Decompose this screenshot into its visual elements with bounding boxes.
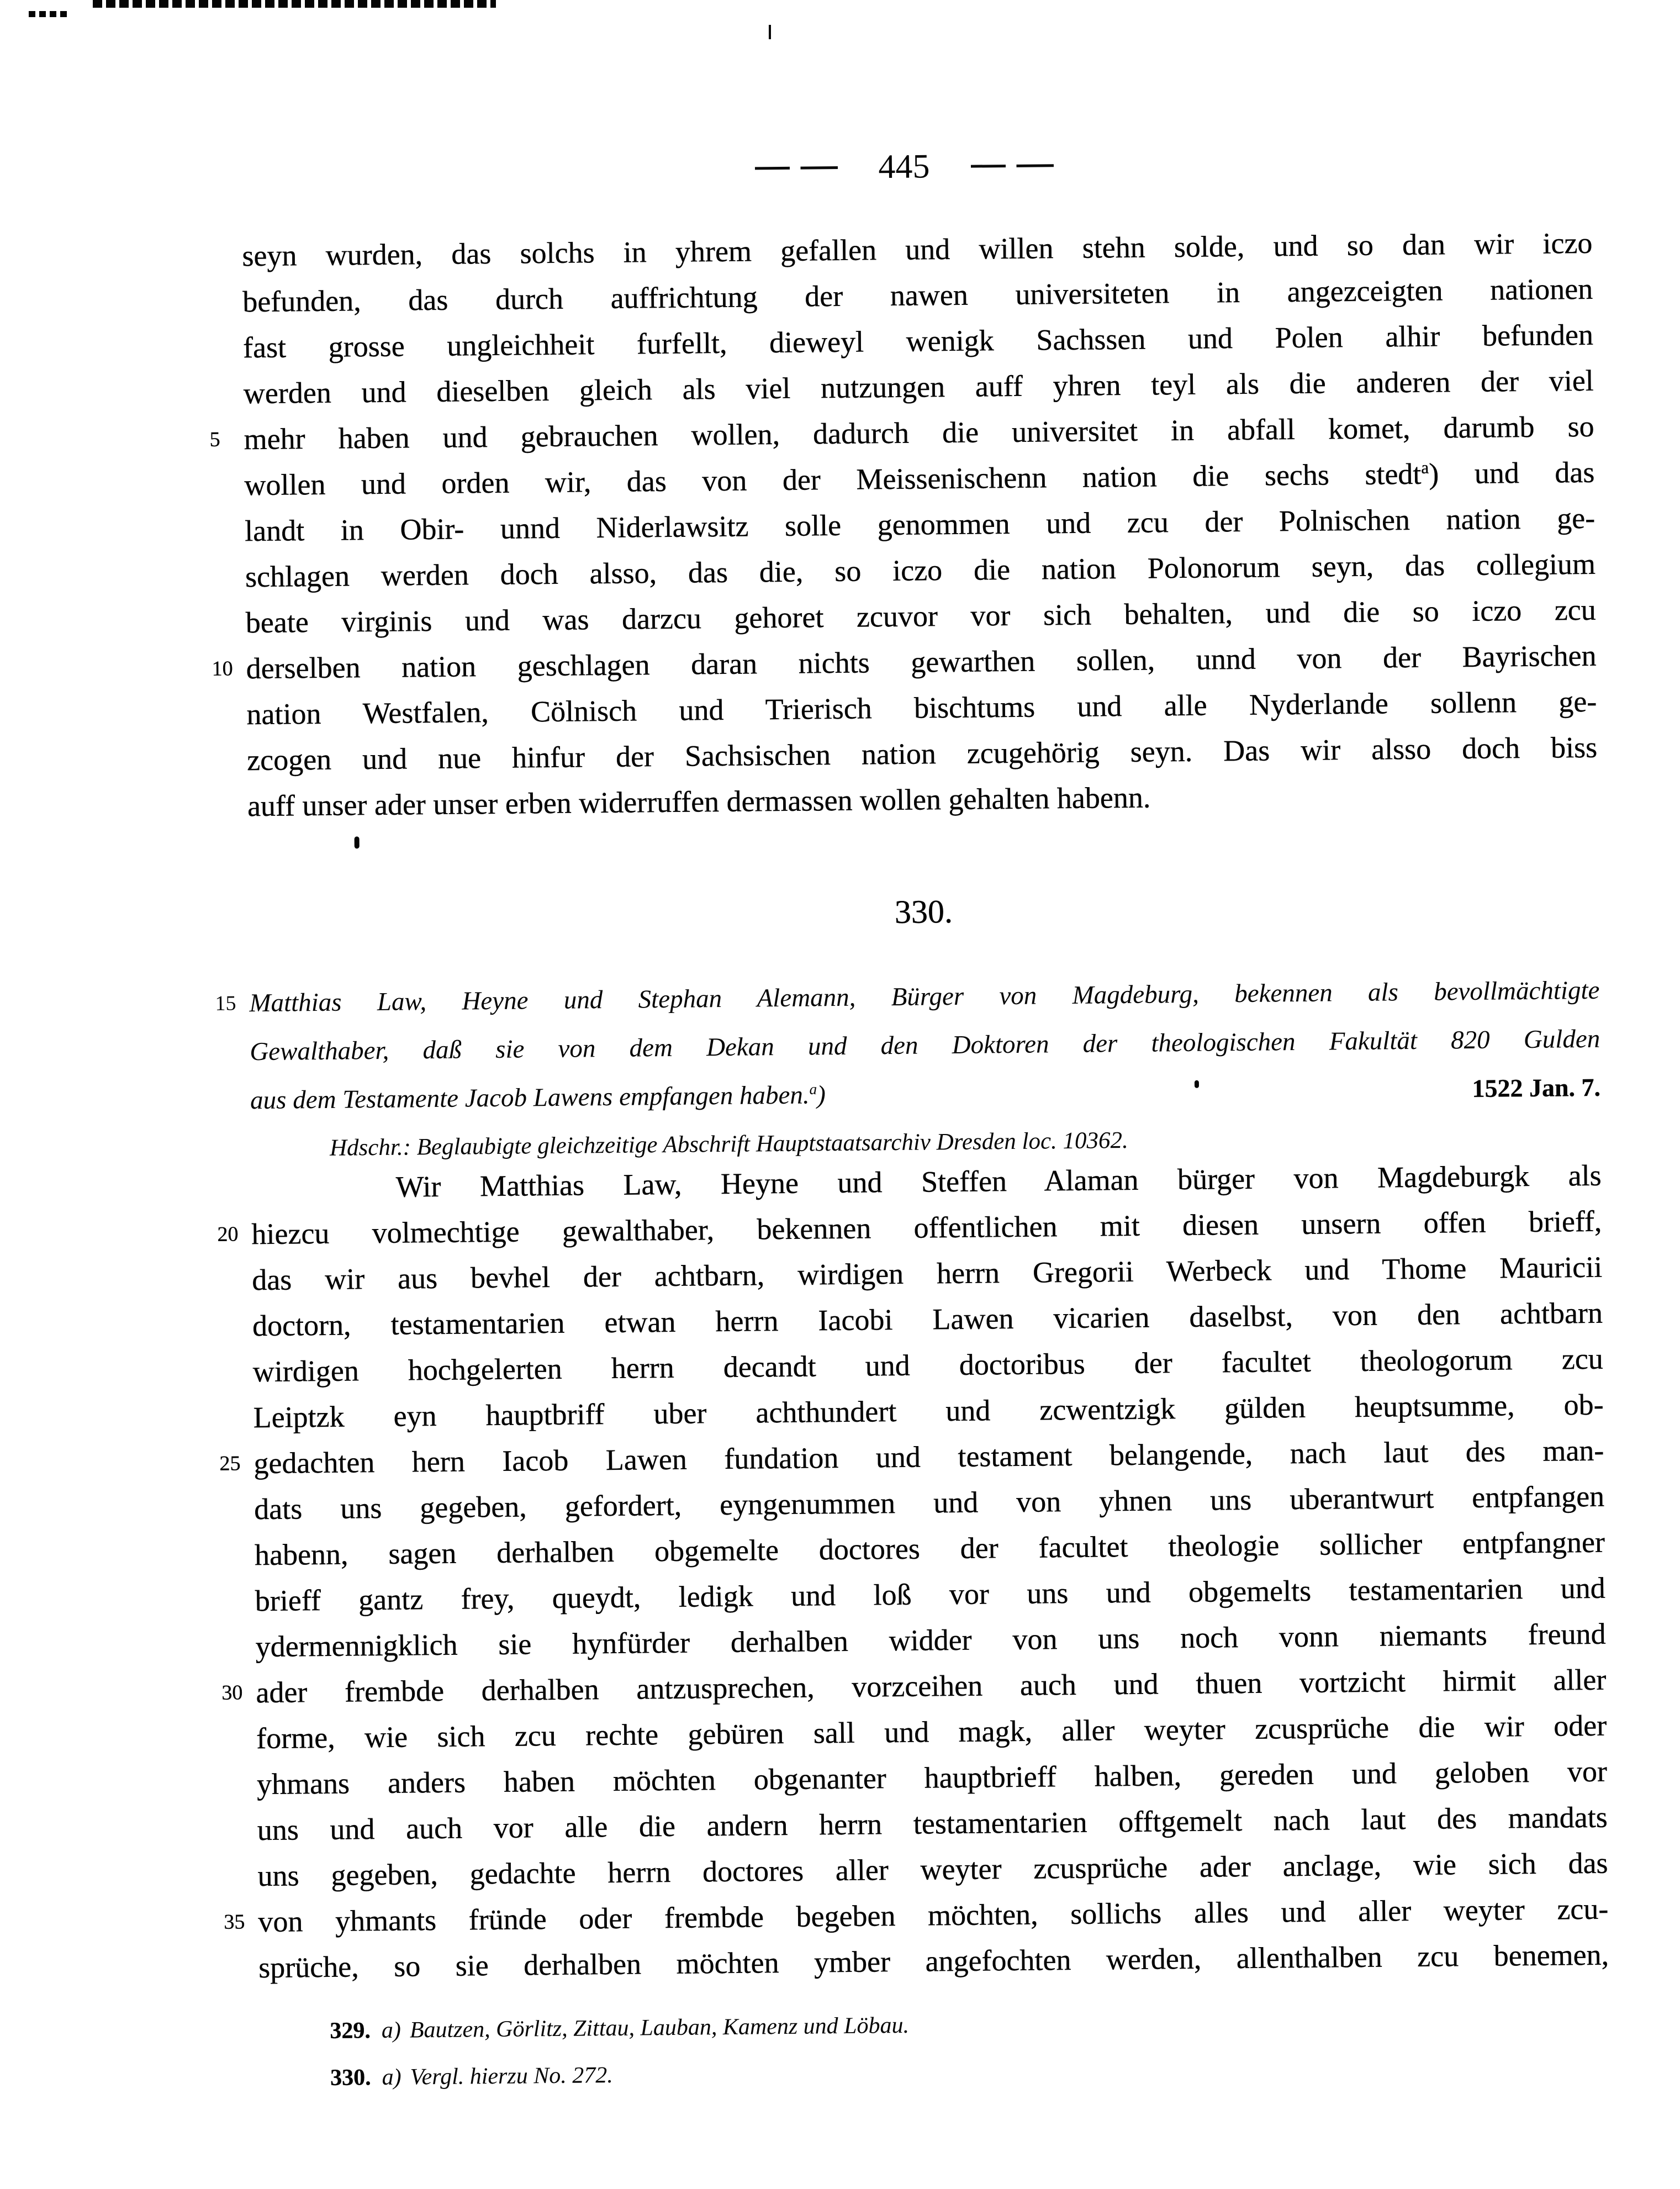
scan-speck xyxy=(355,836,360,848)
line-text: forme, wie sich zcu rechte gebüren sall und magk, aller weyter zcusprüche die wir oder xyxy=(256,1708,1607,1755)
footnote-marker: a xyxy=(1421,457,1429,477)
footnote-329a xyxy=(330,2010,909,2047)
footnote-marker: a) xyxy=(381,2017,401,2044)
margin-line-number: 15 xyxy=(215,991,236,1015)
line-text: befunden, das durch auffrichtung der nawen universiteten in angezceigten nationen xyxy=(242,272,1593,319)
line-text: derselben nation geschlagen daran nichts gewarthen sollen, unnd von der Bayrischen xyxy=(246,639,1597,685)
line-text: landt in Obir- unnd Niderlawsitz solle genommen und zcu der Polnischen nation ge- xyxy=(244,501,1596,548)
document-330-text xyxy=(217,1153,1609,1991)
line-text: schlagen werden doch alsso, das die, so iczo die nation Polonorum seyn, das collegium xyxy=(245,547,1596,594)
line-text: mehr haben und gebrauchen wollen, dadurch die universitet in abfall komet, darumb so xyxy=(244,409,1594,456)
margin-line-number: 10 xyxy=(212,657,233,681)
entry-number-heading: 330. xyxy=(894,893,953,931)
line-text: doctorn, testamentarien etwan herrn Iacobi Lawen vicarien daselbst, von den achtbarn xyxy=(252,1296,1603,1343)
page-number: 445 xyxy=(878,147,930,186)
line-text: Leiptzk eyn hauptbriff uber achthundert und zcwentzigk gülden heuptsumme, ob- xyxy=(253,1388,1604,1434)
line-text: fast grosse ungleichheit furfellt, dieweyl wenigk Sachssen und Polen alhir befunden xyxy=(242,318,1594,365)
line-text: wirdigen hochgelerten herrn decandt und doctoribus der facultet theologorum zcu xyxy=(252,1342,1604,1389)
regest-end-text: aus dem Testamente Jacob Lawens empfangen haben. xyxy=(250,1080,810,1115)
footnote-number: 329. xyxy=(330,2018,371,2044)
margin-line-number: 5 xyxy=(209,428,220,451)
regest-end-paren: ) xyxy=(817,1080,826,1110)
footnote-text: Vergl. hierzu No. 272. xyxy=(410,2063,613,2090)
line-text: zcogen und nue hinfur der Sachsischen nation zcugehörig seyn. Das wir alsso doch biss xyxy=(246,730,1598,777)
line-text: seyn wurden, das solchs in yhrem gefallen und willen stehn solde, und so dan wir iczo xyxy=(242,226,1593,273)
margin-line-number: 25 xyxy=(219,1452,241,1475)
margin-line-number: 35 xyxy=(224,1910,245,1934)
line-text: uns gegeben, gedachte herrn doctores aller weyter zcusprüche ader anclage, wie sich das xyxy=(257,1846,1608,1893)
entry-date: 1522 Jan. 7. xyxy=(1472,1073,1601,1103)
footnotes-block xyxy=(330,2010,910,2094)
footnote-marker: a xyxy=(809,1080,817,1098)
page-header xyxy=(230,140,1578,193)
footnote-330a xyxy=(330,2057,910,2094)
line-text: dats uns gegeben, gefordert, eyngenummen und von yhnen uns uberantwurt entpfangen xyxy=(253,1479,1605,1526)
line-text: hiezcu volmechtige gewalthaber, bekennen offentlichen mit diesen unsern offen brieff, xyxy=(251,1204,1602,1251)
line-text: Gewalthaber, daß sie von dem Dekan und den Doktoren der theologischen Fakultät 820 Gulden xyxy=(250,1024,1600,1067)
header-rule-left-icon xyxy=(754,166,837,169)
line-text: ydermennigklich sie hynfürder derhalben widder von uns noch vonn niemants freund xyxy=(255,1617,1606,1664)
line-text: ader frembde derhalben antzusprechen, vorzceihen auch und thuen vortzicht hirmit aller xyxy=(256,1663,1607,1710)
line-text: von yhmants fründe oder frembde begeben möchten, sollichs alles und aller weyter zcu- xyxy=(258,1892,1609,1939)
line-text: gedachten hern Iacob Lawen fundation und testament belangende, nach laut des man- xyxy=(253,1433,1604,1480)
line-text: Matthias Law, Heyne und Stephan Alemann, Bürger von Magdeburg, bekennen als bevollmächtigte xyxy=(249,975,1600,1018)
margin-line-number: 30 xyxy=(221,1681,243,1705)
line-text: auff unser ader unser erben widerruffen dermassen wollen gehalten habenn. xyxy=(247,780,1151,823)
line-text: nation Westfalen, Cölnisch und Trierisch bischtums und alle Nyderlande sollenn ge- xyxy=(246,684,1597,731)
line-text: habenn, sagen derhalben obgemelte doctores der facultet theologie sollicher entpfangner xyxy=(254,1525,1605,1572)
line-text: brieff gantz frey, queydt, ledigk und loß vor uns und obgemelts testamentarien und xyxy=(255,1571,1606,1618)
line-text: das wir aus bevhel der achtbarn, wirdigen herrn Gregorii Werbeck und Thome Mauricii xyxy=(251,1250,1603,1297)
line-text xyxy=(250,1070,826,1125)
header-rule-right-icon xyxy=(970,164,1053,167)
footnote-marker: a) xyxy=(382,2064,401,2091)
margin-line-number: 20 xyxy=(217,1222,239,1246)
line-text: beate virginis und was darzcu gehoret zcuvor vor sich behalten, und die so iczo zcu xyxy=(245,593,1597,640)
document-329-text xyxy=(209,220,1598,829)
line-text: werden und dieselben gleich als viel nutzungen auff yhren teyl als die anderen der viel xyxy=(243,363,1594,410)
manuscript-source-note: Hdschr.: Beglaubigte gleichzeitige Abschrift Hauptstaatsarchiv Dresden loc. 10362. xyxy=(329,1127,1129,1161)
entry-330-regest xyxy=(215,966,1601,1125)
footnote-number: 330. xyxy=(330,2065,371,2091)
line-text: yhmans anders haben möchten obgenanter hauptbrieff halben, gereden und geloben vor xyxy=(256,1754,1608,1801)
line-text: uns und auch vor alle die andern herrn testamentarien offtgemelt nach laut des mandats xyxy=(257,1800,1608,1847)
line-text: Wir Matthias Law, Heyne und Steffen Alaman bürger von Magdeburgk als xyxy=(395,1158,1602,1204)
line-text: wollen und orden wir, das von der Meissenischenn nation die sechs stedt$^a$) und das xyxy=(244,455,1595,502)
footnote-text: Bautzen, Görlitz, Zittau, Lauban, Kamenz und Löbau. xyxy=(409,2012,910,2043)
line-text: sprüche, so sie derhalben möchten ymber angefochten werden, allenthalben zcu benemen, xyxy=(258,1938,1609,1985)
